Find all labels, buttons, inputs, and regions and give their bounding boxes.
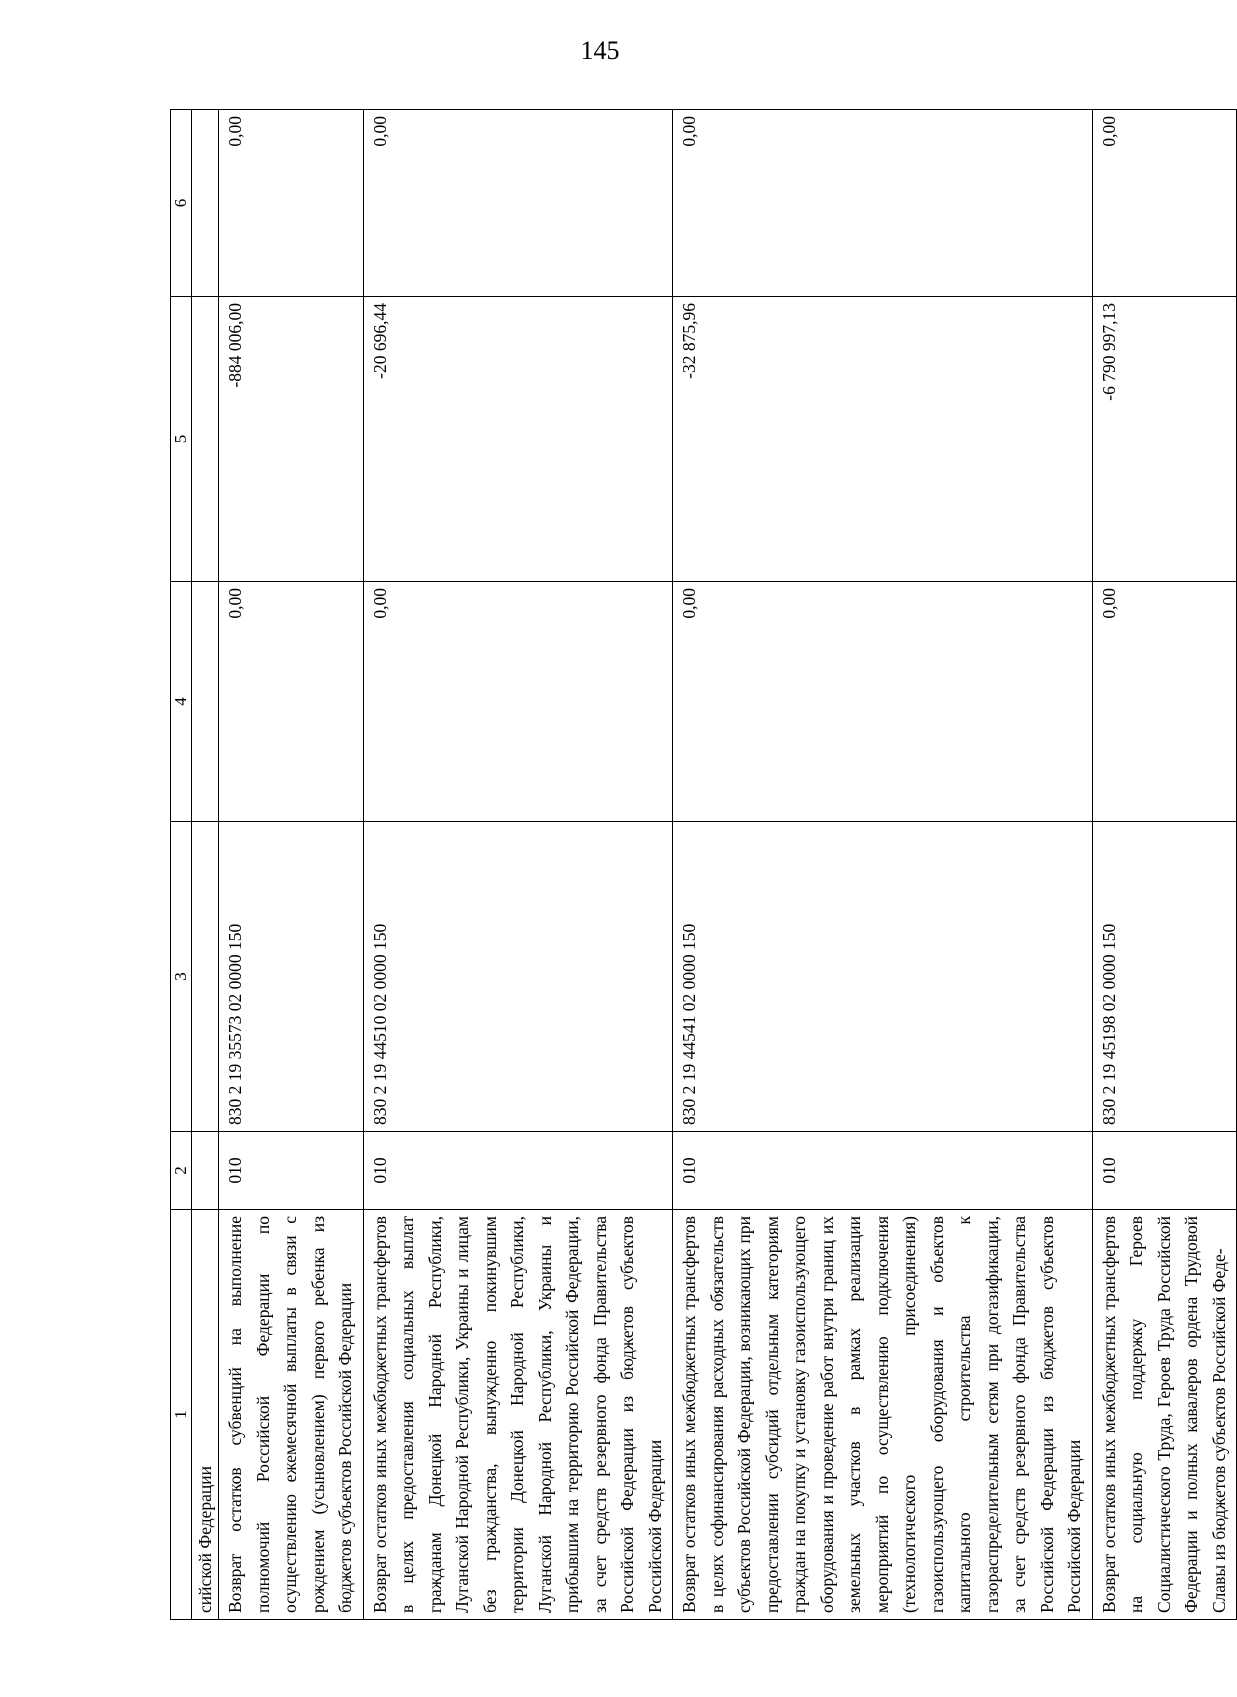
column-6-value: 0,00 (363, 110, 673, 297)
column-4-value: 0,00 (1092, 582, 1237, 822)
column-6-value: 0,00 (673, 110, 1093, 297)
row-code: 010 (363, 1132, 673, 1210)
row-code: 010 (1092, 1132, 1237, 1210)
column-5-value: -6 790 997,13 (1092, 297, 1237, 582)
empty-cell (192, 582, 219, 822)
empty-cell (192, 822, 219, 1132)
continuation-text: сийской Федерации (192, 1210, 219, 1620)
column-header-2: 2 (171, 1132, 192, 1210)
column-4-value: 0,00 (673, 582, 1093, 822)
column-header-4: 4 (171, 582, 192, 822)
budget-classification-code: 830 2 19 44541 02 0000 150 (673, 822, 1093, 1132)
column-header-5: 5 (171, 297, 192, 582)
table-row (673, 110, 1093, 1620)
row-description: Возврат остатков иных межбюджетных трансфертов в целях софинансирования расходных обязательств субъектов Российской Федерации, возникающих при предоставлении субсидий отдельным категориям граждан на покупку и установку газоиспользующего оборудования и проведение работ внутри границ их земельных участков в рамках реализации мероприятий по осуществлению подключения (технологического присоединения) газоиспользующего оборудования и объектов капитального строительства к газораспределительным сетям при догазификации, за счет средств резервного фонда Правительства Российской Федерации из бюджетов субъектов Российской Федерации (673, 1210, 1093, 1620)
column-header-1: 1 (171, 1210, 192, 1620)
budget-classification-code: 830 2 19 35573 02 0000 150 (219, 822, 364, 1132)
column-4-value: 0,00 (219, 582, 364, 822)
table-row (1092, 110, 1237, 1620)
row-description: Возврат остатков субвенций на выполнение полномочий Российской Федерации по осуществлению ежемесячной выплаты в связи с рождением (усыновлением) первого ребенка из бюджетов субъектов Российской Федерации (219, 1210, 364, 1620)
budget-table (170, 109, 1237, 1620)
page-number: 145 (580, 36, 620, 65)
column-5-value: -20 696,44 (363, 297, 673, 582)
rotated-table-frame (170, 110, 1229, 1620)
column-header-6: 6 (171, 110, 192, 297)
row-description: Возврат остатков иных межбюджетных трансфертов в целях предоставления социальных выплат гражданам Донецкой Народной Республики, Луганской Народной Республики, Украины и лицам без гражданства, вынужденно покинувшим территории Донецкой Народной Республики, Луганской Народной Республики, Украины и прибывшим на территорию Российской Федерации, за счет средств резервного фонда Правительства Российской Федерации из бюджетов субъектов Российской Федерации (363, 1210, 673, 1620)
column-5-value: -32 875,96 (673, 297, 1093, 582)
row-code: 010 (219, 1132, 364, 1210)
column-6-value: 0,00 (1092, 110, 1237, 297)
empty-cell (192, 297, 219, 582)
column-4-value: 0,00 (363, 582, 673, 822)
empty-cell (192, 110, 219, 297)
column-5-value: -884 006,00 (219, 297, 364, 582)
budget-classification-code: 830 2 19 45198 02 0000 150 (1092, 822, 1237, 1132)
budget-classification-code: 830 2 19 44510 02 0000 150 (363, 822, 673, 1132)
row-description: Возврат остатков иных межбюджетных трансфертов на социальную поддержку Героев Социалистического Труда, Героев Труда Российской Федерации и полных кавалеров ордена Трудовой Славы из бюджетов субъектов Российской Феде- (1092, 1210, 1237, 1620)
table-row (219, 110, 364, 1620)
column-header-row (171, 110, 192, 1620)
empty-cell (192, 1132, 219, 1210)
continuation-row (192, 110, 219, 1620)
row-code: 010 (673, 1132, 1093, 1210)
column-6-value: 0,00 (219, 110, 364, 297)
column-header-3: 3 (171, 822, 192, 1132)
table-row (363, 110, 673, 1620)
table-container (170, 110, 1229, 1620)
